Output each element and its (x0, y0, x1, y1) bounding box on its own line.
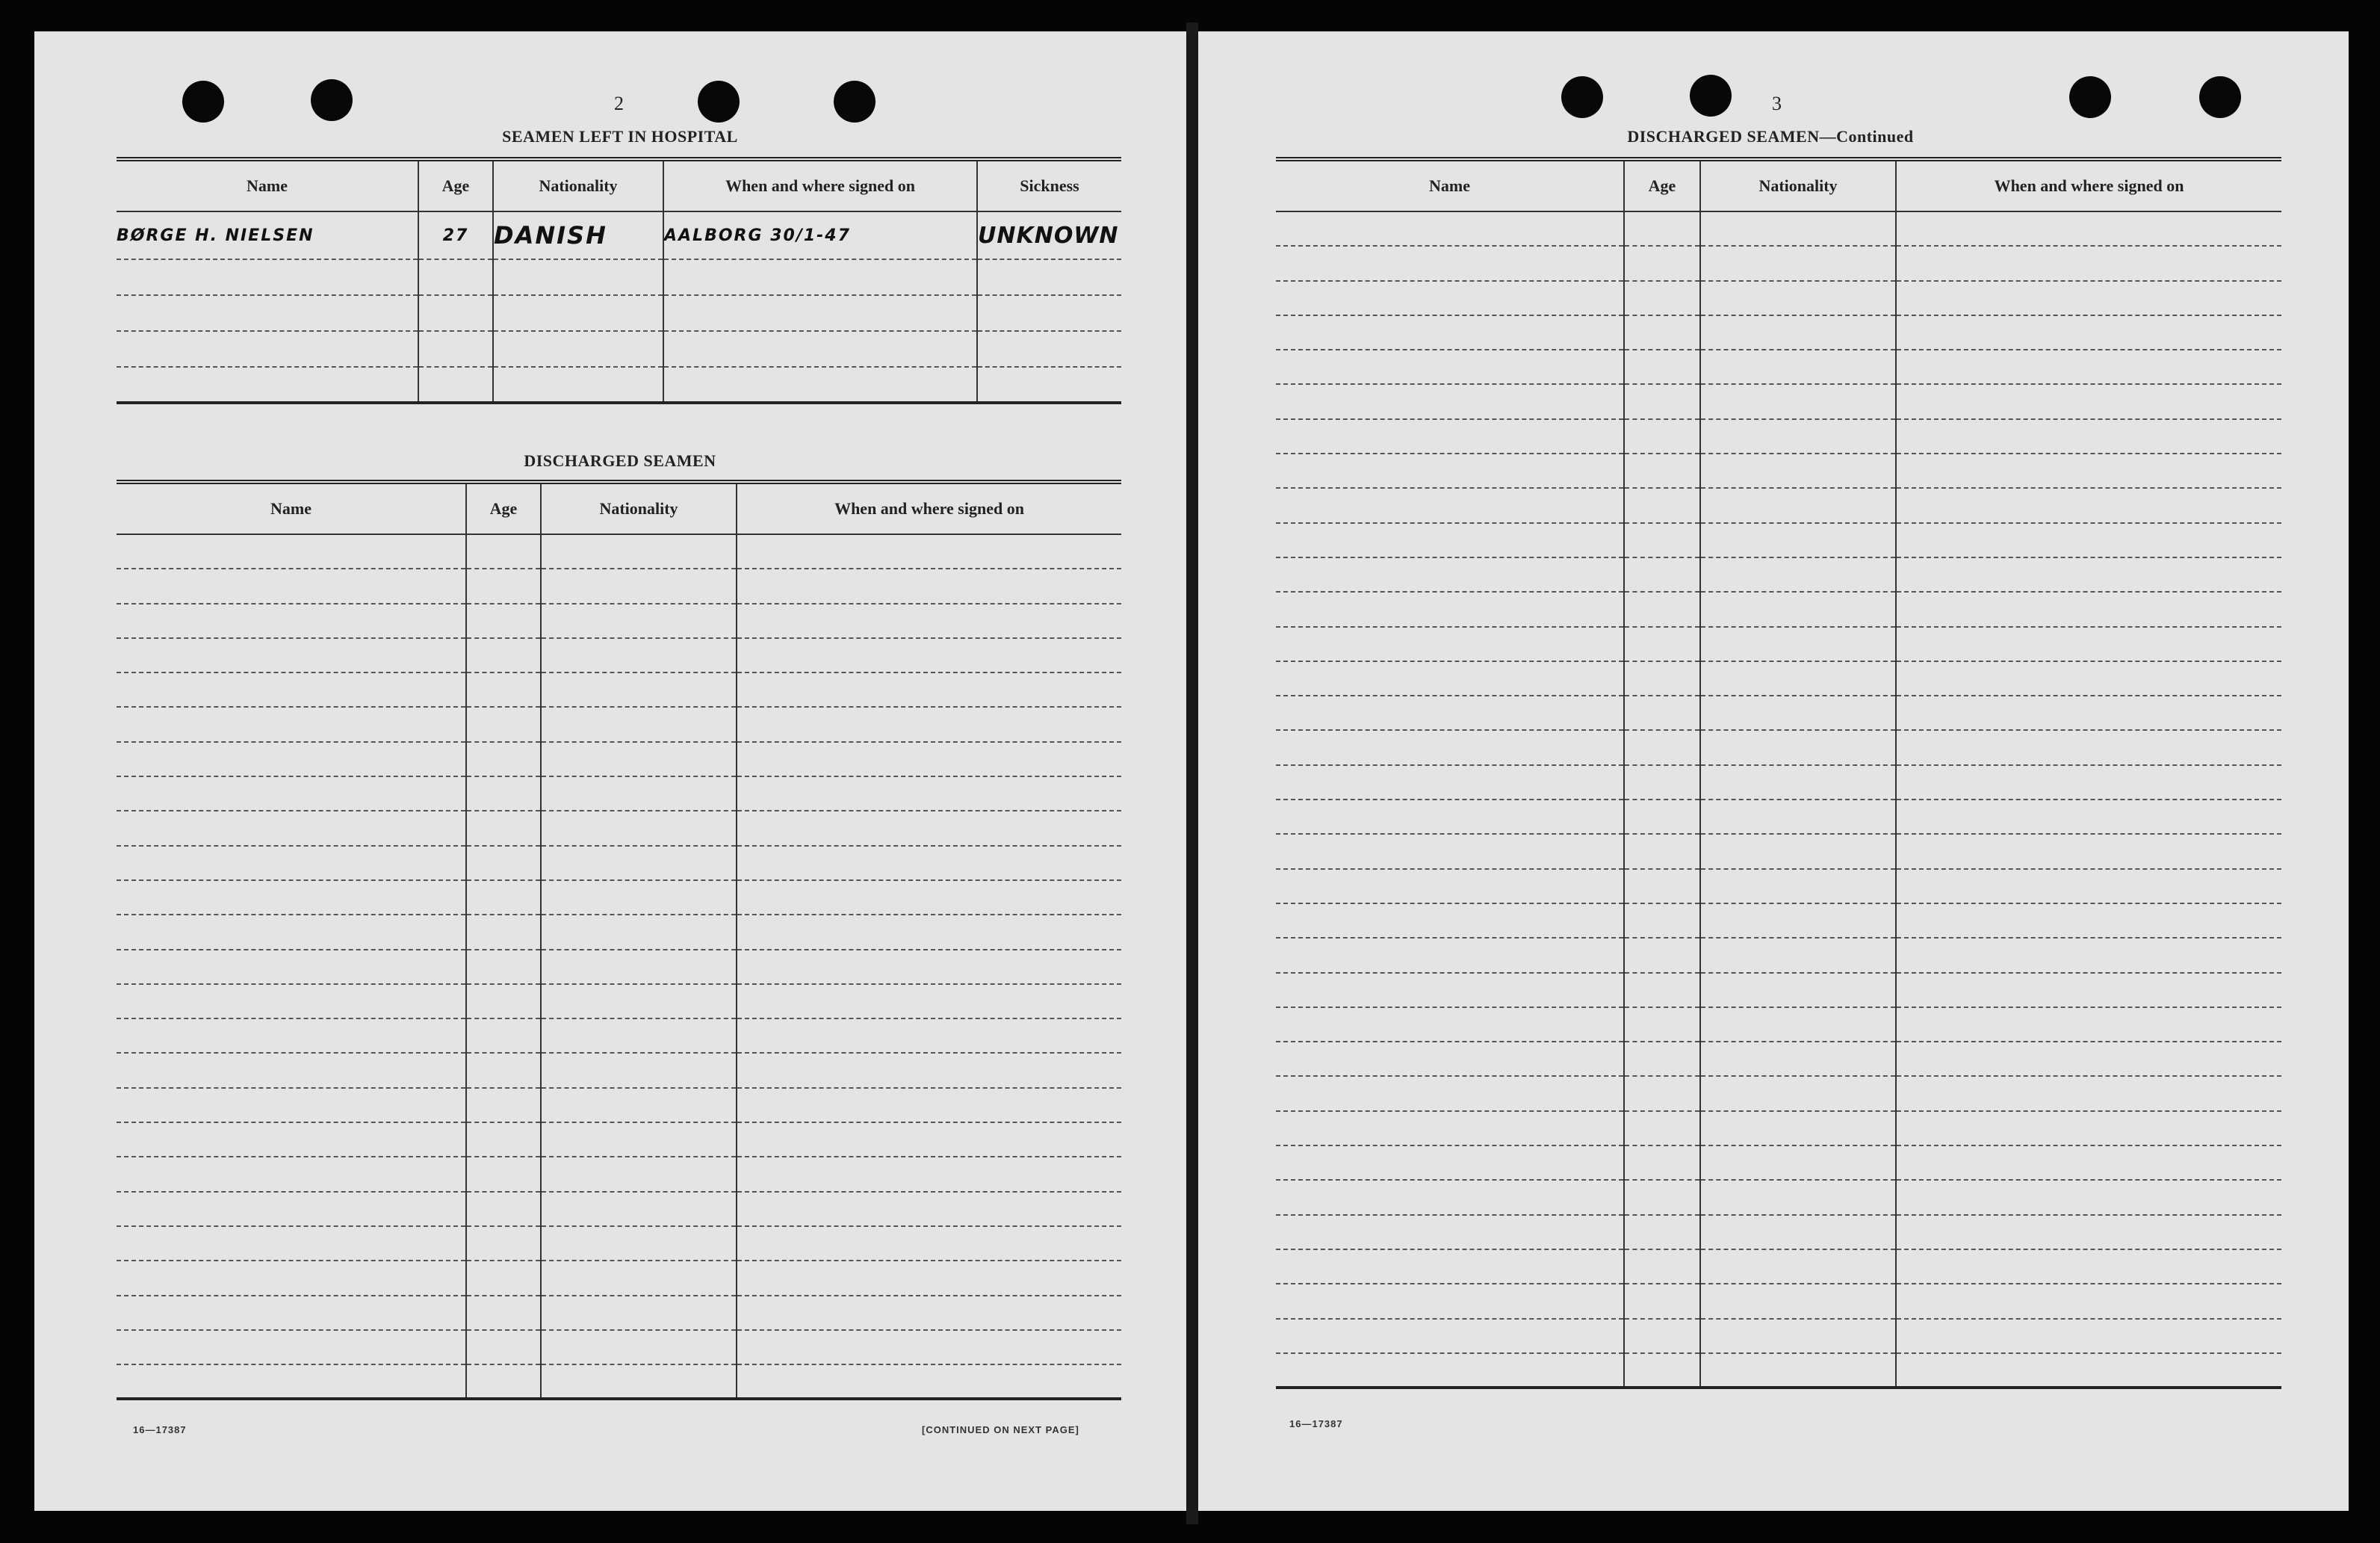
table-row (1276, 246, 2281, 280)
table-row (1276, 696, 2281, 730)
table-row (1276, 315, 2281, 350)
entry-nationality: DANISH (493, 211, 663, 259)
table-row (1276, 1319, 2281, 1353)
table-row (117, 211, 1121, 259)
table-row (117, 367, 1121, 403)
table-row (1276, 661, 2281, 696)
column-header-age: Age (466, 482, 541, 534)
table-row (117, 1192, 1121, 1226)
table-row (117, 984, 1121, 1018)
continued-note: [CONTINUED ON NEXT PAGE] (922, 1424, 1079, 1435)
table-row (117, 950, 1121, 984)
punch-hole (698, 81, 740, 123)
table-row (1276, 903, 2281, 938)
discharged-title-suffix: —Continued (1819, 127, 1914, 146)
entry-name: BØRGE H. NIELSEN (117, 211, 418, 259)
table-row (1276, 1180, 2281, 1214)
table-row (117, 846, 1121, 880)
table-row (1276, 869, 2281, 903)
table-header-row (117, 482, 1121, 534)
table-row (1276, 281, 2281, 315)
table-row (117, 1226, 1121, 1261)
discharged-title-main: DISCHARGED SEAMEN (1627, 127, 1820, 146)
table-row (117, 776, 1121, 811)
table-row (117, 880, 1121, 915)
table-row (1276, 1042, 2281, 1076)
table-header-row (117, 159, 1121, 211)
hospital-section-title: SEAMEN LEFT IN HOSPITAL (502, 127, 738, 146)
table-row (117, 1088, 1121, 1122)
table-row (117, 259, 1121, 295)
table-row (117, 742, 1121, 776)
discharged-continued-table (1276, 157, 2281, 1389)
table-row (1276, 488, 2281, 522)
punch-hole (1561, 76, 1603, 118)
column-header-signed-on: When and where signed on (737, 482, 1121, 534)
punch-hole (834, 81, 876, 123)
table-row (1276, 1284, 2281, 1318)
table-row (117, 1018, 1121, 1053)
page-number: 2 (614, 93, 624, 114)
entry-signed-on: AALBORG 30/1-47 (663, 211, 977, 259)
column-header-name: Name (117, 482, 466, 534)
form-number: 16—17387 (133, 1424, 187, 1435)
table-row (117, 1330, 1121, 1364)
table-row (1276, 834, 2281, 868)
column-header-nationality: Nationality (1700, 159, 1896, 211)
table-row (117, 604, 1121, 638)
table-row (1276, 557, 2281, 592)
column-header-signed-on: When and where signed on (663, 159, 977, 211)
entry-age: 27 (418, 211, 493, 259)
table-row (1276, 765, 2281, 800)
table-row (117, 638, 1121, 672)
column-header-age: Age (1624, 159, 1700, 211)
table-row (117, 915, 1121, 949)
page-fold (1186, 22, 1198, 1524)
table-row (117, 331, 1121, 367)
table-row (1276, 1076, 2281, 1110)
punch-hole (2069, 76, 2111, 118)
table-row (1276, 1145, 2281, 1180)
table-row (1276, 1215, 2281, 1249)
table-row (1276, 973, 2281, 1007)
table-row (1276, 384, 2281, 418)
table-row (1276, 350, 2281, 384)
table-row (1276, 592, 2281, 626)
table-row (1276, 938, 2281, 972)
form-number: 16—17387 (1289, 1418, 1343, 1429)
discharged-continued-title (1569, 127, 1972, 146)
table-row (1276, 730, 2281, 764)
page-number: 3 (1772, 93, 1782, 114)
table-row (117, 534, 1121, 569)
table-row (117, 1261, 1121, 1295)
column-header-signed-on: When and where signed on (1896, 159, 2281, 211)
table-row (1276, 627, 2281, 661)
discharged-section-title: DISCHARGED SEAMEN (524, 451, 716, 470)
table-row (117, 1364, 1121, 1399)
table-row (117, 1053, 1121, 1087)
table-row (1276, 454, 2281, 488)
column-header-age: Age (418, 159, 493, 211)
punch-hole (1690, 75, 1732, 117)
table-row (117, 811, 1121, 845)
column-header-sickness: Sickness (977, 159, 1121, 211)
table-row (1276, 523, 2281, 557)
column-header-nationality: Nationality (541, 482, 737, 534)
column-header-name: Name (1276, 159, 1624, 211)
hospital-table (117, 157, 1121, 404)
table-row (117, 569, 1121, 603)
table-row (117, 295, 1121, 331)
table-row (1276, 1007, 2281, 1042)
table-row (117, 707, 1121, 741)
punch-hole (182, 81, 224, 123)
discharged-table (117, 480, 1121, 1400)
column-header-nationality: Nationality (493, 159, 663, 211)
table-row (1276, 1111, 2281, 1145)
table-row (117, 1122, 1121, 1157)
table-row (117, 1296, 1121, 1330)
table-row (1276, 800, 2281, 834)
table-header-row (1276, 159, 2281, 211)
table-row (1276, 1249, 2281, 1284)
table-row (1276, 1353, 2281, 1388)
table-row (117, 672, 1121, 707)
punch-hole (311, 79, 353, 121)
entry-sickness: UNKNOWN (977, 211, 1121, 259)
table-row (1276, 419, 2281, 454)
table-row (1276, 211, 2281, 246)
table-row (117, 1157, 1121, 1191)
punch-hole (2199, 76, 2241, 118)
column-header-name: Name (117, 159, 418, 211)
